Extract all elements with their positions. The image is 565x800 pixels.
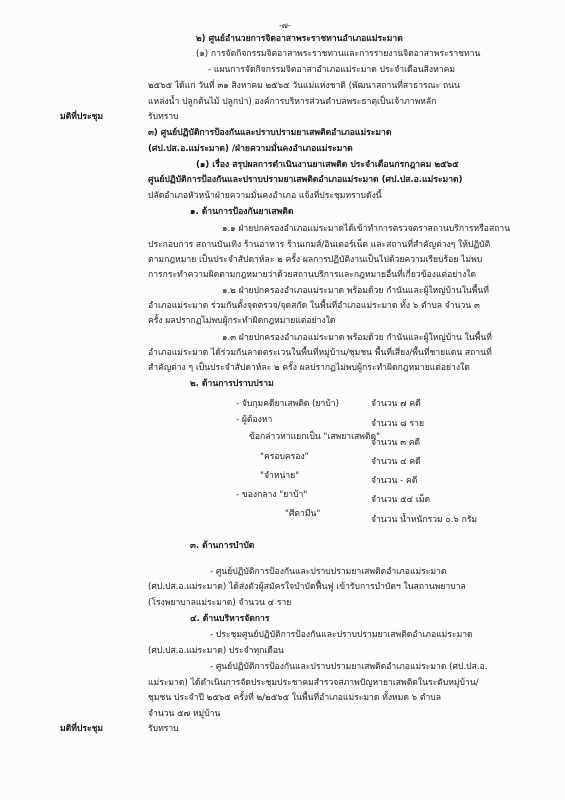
prevention-paragraph-line: ๑.๓ ฝ่ายปกครองอำเภอแม่ระมาด พร้อมด้วย กำนันและผู้ใหญ่บ้าน ในพื้นที่: [222, 333, 492, 343]
management-line: (ศป.ปส.อ.แม่ระมาด) ประจำทุกเดือน: [148, 646, 284, 656]
suppression-value: จำนวน ๔ คดี: [371, 457, 421, 467]
resolution-label: มติที่ประชุม: [60, 724, 104, 734]
suppression-value: จำนวน ๕๔ เม็ด: [371, 495, 431, 505]
prevention-paragraph-line: ๑.๑ ฝ่ายปกครองอำเภอแม่ระมาดได้เข้าทำการตรวจตราสถานบริการหรือสถาน: [222, 224, 511, 234]
section-heading-volunteer: ๒) ศูนย์อำนวยการจิตอาสาพระราชทานอำเภอแม่ระมาด: [196, 34, 403, 44]
volunteer-item: (๑) การจัดกิจกรรมจิตอาสาพระราชทานและการรายงานจิตอาสาพระราชทาน: [196, 49, 481, 59]
resolution-text: รับทราบ: [148, 112, 179, 122]
suppression-label: - ของกลาง "ยาบ้า": [236, 490, 308, 500]
prevention-paragraph-line: อำเภอแม่ระมาด ได้ร่วมกันลาดตระเวนในพื้นที่หมู่บ้าน/ชุมชน พื้นที่เสี่ยง/พื้นที่ชายแดน สถานที่: [148, 348, 492, 358]
resolution-text: รับทราบ: [148, 724, 179, 734]
suppression-label: ข้อกล่าวหาแยกเป็น "เสพยาเสพติด": [249, 432, 381, 442]
treatment-line: (ศป.ปส.อ.แม่ระมาด) ได้ส่งตัวผู้สมัครใจบำบัดฟื้นฟู เข้ารับการบำบัดฯ ในสถานพยาบาล: [148, 582, 466, 592]
management-line: จำนวน ๕๗ หมู่บ้าน: [148, 709, 221, 719]
treatment-line: (โรงพยาบาลแม่ระมาด) จำนวน ๔ ราย: [148, 598, 292, 608]
prevention-paragraph-line: ครั้ง ผลปรากฏไม่พบผู้กระทำผิดกฎหมายแต่อย่างใด: [148, 316, 336, 326]
resolution-label: มติที่ประชุม: [60, 112, 104, 122]
suppression-label: - ผู้ต้องหา: [236, 415, 273, 425]
suppression-label: "จำหน่าย": [260, 471, 300, 481]
prevention-paragraph-line: ตามกฎหมาย เป็นประจำสัปดาห์ละ ๒ ครั้ง ผลการปฏิบัติงานเป็นไปด้วยความเรียบร้อย ไม่พบ: [148, 255, 483, 265]
suppression-value: จำนวน ๓ คดี: [371, 438, 421, 448]
volunteer-plan-line: แหล่งน้ำ ปลูกต้นไม้ ปลูกป่า) องค์การบริหารส่วนตำบลพระธาตุเป็นเจ้าภาพหลัก: [148, 97, 437, 107]
suppression-value: จำนวน - คดี: [371, 476, 418, 486]
section-heading-drug-center: ๓) ศูนย์ปฏิบัติการป้องกันและปราบปรามยาเสพติดอำเภอแม่ระมาด: [148, 128, 392, 138]
subject-line: ปลัดอำเภอหัวหน้าฝ่ายความมั่นคงอำเภอ แจ้งที่ประชุมทราบดังนี้: [148, 191, 382, 201]
suppression-label: "ครอบครอง": [260, 452, 309, 462]
suppression-heading: ๒. ด้านการปราบปราม: [190, 379, 274, 389]
subject-line: (๑) เรื่อง สรุปผลการดำเนินงานยาเสพติด ประจำเดือนกรกฎาคม ๒๕๖๕: [196, 160, 459, 170]
volunteer-plan: - แผนการจัดกิจกรรมจิตอาสาอำเภอแม่ระมาด ประจำเดือนสิงหาคม: [208, 65, 455, 75]
page-number: -๗-: [279, 21, 291, 30]
suppression-value: จำนวน ๘ ราย: [371, 419, 425, 429]
management-line: ชุมชน ประจำปี ๒๕๖๕ ครั้งที่ ๒/๒๕๖๕ ในพื้นที่อำเภอแม่ระมาด ทั้งหมด ๖ ตำบล: [148, 693, 441, 703]
suppression-label: - จับกุมคดียาเสพติด (ยาบ้า): [236, 399, 339, 409]
treatment-heading: ๓. ด้านการบำบัด: [190, 541, 255, 551]
section-heading-drug-center-sub: (ศป.ปส.อ.แม่ระมาด) /ฝ่ายความมั่นคงอำเภอแม่ระมาด: [148, 144, 353, 154]
prevention-paragraph-line: การกระทำความผิดตามกฎหมายว่าด้วยสถานบริการและกฎหมายอื่นที่เกี่ยวข้องแต่อย่างใด: [148, 270, 477, 280]
subject-line: ศูนย์ปฏิบัติการป้องกันและปราบปรามยาเสพติดอำเภอแม่ระมาด (ศป.ปส.อ.แม่ระมาด): [148, 175, 463, 185]
prevention-paragraph-line: ประกอบการ สถานบันเทิง ร้านอาหาร ร้านเกมส์/อินเตอร์เน็ต และสถานที่สำคัญต่างๆ ให้ปฏิบัติ: [148, 240, 491, 250]
management-line: - ศูนย์ปฏิบัติการป้องกันและปราบปรามยาเสพติดอำเภอแม่ระมาด (ศป.ปส.อ.: [210, 662, 488, 672]
management-line: แม่ระมาด) ได้ดำเนินการจัดประชุมประชาคมสำรวจสภาพปัญหายาเสพติดในระดับหมู่บ้าน/: [148, 678, 479, 688]
management-line: - ประชุมศูนย์ปฏิบัติการป้องกันและปราบปรามยาเสพติดอำเภอแม่ระมาด: [210, 630, 473, 640]
prevention-paragraph-line: สำคัญต่าง ๆ เป็นประจำสัปดาห์ละ ๒ ครั้ง ผลปรากฏไม่พบผู้กระทำผิดกฎหมายแต่อย่างใด: [148, 363, 470, 373]
management-heading: ๔. ด้านบริหารจัดการ: [190, 614, 270, 624]
prevention-paragraph-line: ๑.๒ ฝ่ายปกครองอำเภอแม่ระมาด พร้อมด้วย กำนันและผู้ใหญ่บ้านในพื้นที่: [222, 286, 489, 296]
volunteer-plan-line: ๒๕๖๕ ได้แก่ วันที่ ๓๑ สิงหาคม ๒๕๖๕ วันแม่แห่งชาติ (พัฒนาสถานที่สาธารณะ ถนน: [148, 81, 460, 91]
prevention-paragraph-line: อำเภอแม่ระมาด ร่วมกันตั้งจุดตรวจ/จุดสกัด ในพื้นที่อำเภอแม่ระมาด ทั้ง ๖ ตำบล จำนวน ๓: [148, 301, 480, 311]
suppression-value: จำนวน น้ำหนักรวม ๐.๖ กรัม: [371, 515, 478, 525]
suppression-label: "ศีตามีน": [285, 509, 321, 519]
suppression-value: จำนวน ๗ คดี: [371, 399, 421, 409]
prevention-heading: ๑. ด้านการป้องกันยาเสพติด: [190, 207, 294, 217]
treatment-line: - ศูนย์ปฏิบัติการป้องกันและปราบปรามยาเสพติดอำเภอแม่ระมาด: [210, 567, 447, 577]
